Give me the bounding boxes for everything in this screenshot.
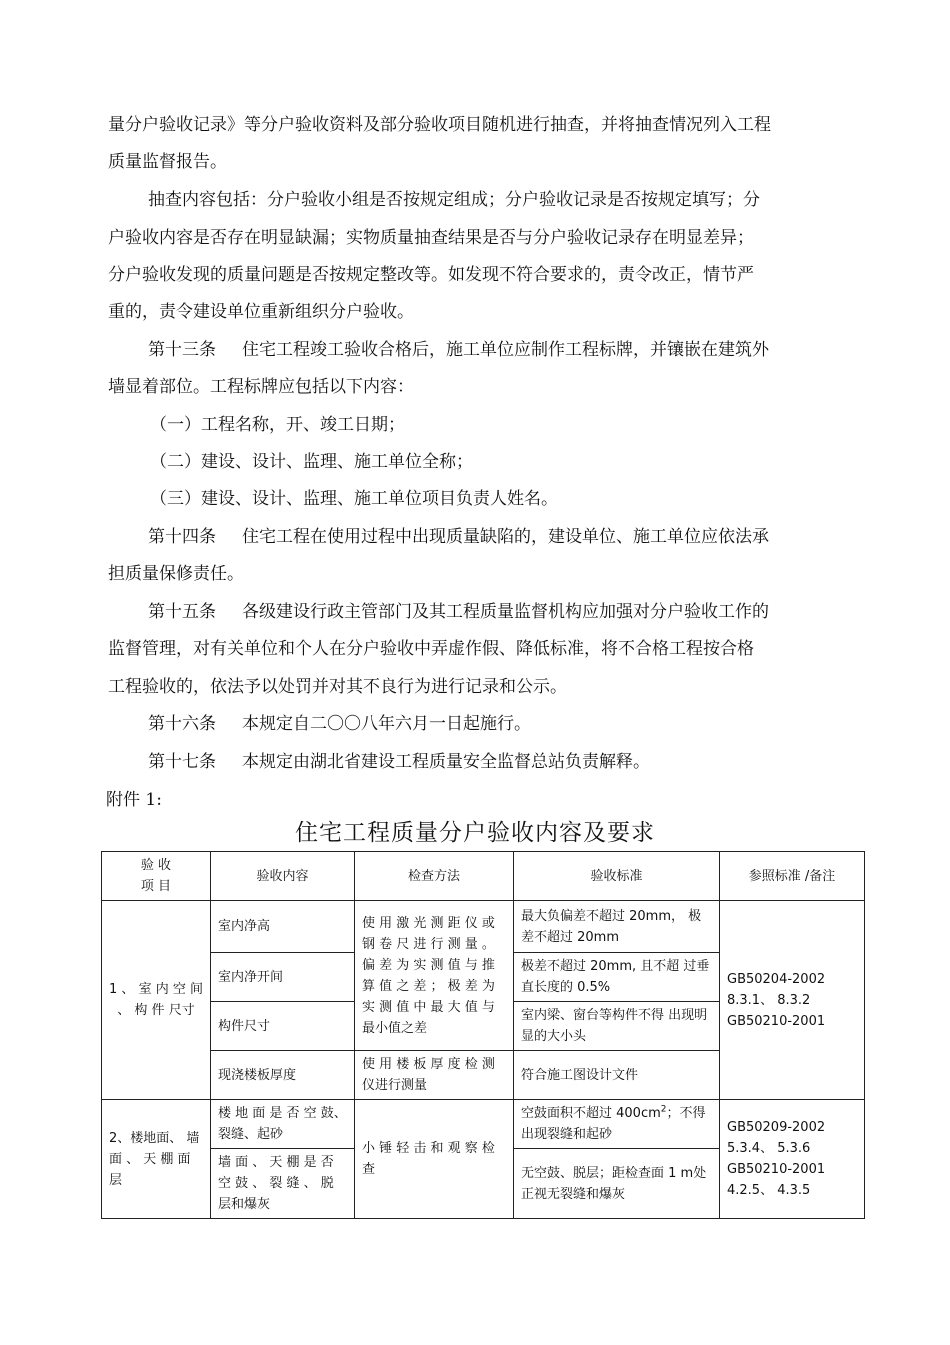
ref-cell: GB50209-2002 5.3.4、 5.3.6 GB50210-2001 4.2.5、 4.3.5 bbox=[720, 1100, 865, 1219]
article-text: 住宅工程在使用过程中出现质量缺陷的，建设单位、施工单位应依法承 bbox=[242, 527, 769, 547]
acceptance-table bbox=[101, 851, 865, 1219]
article-number: 第十四条 bbox=[148, 527, 216, 547]
paragraph-line: 担质量保修责任。 bbox=[108, 564, 244, 584]
header-standard: 验收标准 bbox=[514, 852, 720, 901]
content-cell: 构件尺寸 bbox=[211, 1002, 355, 1051]
table-title: 住宅工程质量分户验收内容及要求 bbox=[295, 820, 655, 846]
standard-text: ；不得出现裂缝和起砂 bbox=[521, 1106, 706, 1142]
method-cell: 小 锤 轻 击 和 观 察 检 查 bbox=[355, 1100, 514, 1219]
paragraph-line: 监督管理，对有关单位和个人在分户验收中弄虚作假、降低标准，将不合格工程按合格 bbox=[108, 639, 754, 659]
content-cell: 室内净开间 bbox=[211, 953, 355, 1002]
superscript: 2 bbox=[660, 1104, 667, 1115]
list-item: （二）建设、设计、监理、施工单位全称； bbox=[150, 452, 473, 472]
standard-cell: 无空鼓、脱层；距检查面 1 m处正视无裂缝和爆灰 bbox=[514, 1149, 720, 1219]
article-text: 住宅工程竣工验收合格后，施工单位应制作工程标牌，并镶嵌在建筑外 bbox=[242, 340, 769, 360]
item-cell: 2、楼地面、 墙 面 、 天 棚 面层 bbox=[102, 1100, 211, 1219]
header-item: 验 收 项 目 bbox=[102, 852, 211, 901]
ref-cell: GB50204-2002 8.3.1、 8.3.2 GB50210-2001 bbox=[720, 901, 865, 1100]
standard-cell: 最大负偏差不超过 20mm， 极差不超过 20mm bbox=[514, 901, 720, 953]
article-text: 本规定由湖北省建设工程质量安全监督总站负责解释。 bbox=[242, 752, 650, 772]
paragraph-line: 抽查内容包括：分户验收小组是否按规定组成；分户验收记录是否按规定填写；分 bbox=[148, 190, 760, 210]
paragraph-line: 工程验收的，依法予以处罚并对其不良行为进行记录和公示。 bbox=[108, 677, 567, 697]
table-row bbox=[102, 901, 865, 953]
paragraph-line: 重的，责令建设单位重新组织分户验收。 bbox=[108, 302, 414, 322]
article-17 bbox=[148, 751, 650, 773]
list-item: （三）建设、设计、监理、施工单位项目负责人姓名。 bbox=[150, 489, 558, 509]
article-13 bbox=[148, 339, 769, 361]
method-cell: 使 用 激 光 测 距 仪 或 钢 卷 尺 进 行 测 量 。 偏 差 为 实 测 值 与 推 算 值 之 差 ； 极 差 为 实 测 值 中 最 大 值 与 最小值之差 bbox=[355, 901, 514, 1051]
item-cell: 1 、 室 内 空 间 、 构 件 尺寸 bbox=[102, 901, 211, 1100]
standard-cell: 极差不超过 20mm, 且不超 过垂直长度的 0.5% bbox=[514, 953, 720, 1002]
header-method: 检查方法 bbox=[355, 852, 514, 901]
article-text: 各级建设行政主管部门及其工程质量监督机构应加强对分户验收工作的 bbox=[242, 602, 769, 622]
article-text: 本规定自二〇〇八年六月一日起施行。 bbox=[242, 714, 531, 734]
article-16 bbox=[148, 713, 531, 735]
article-14 bbox=[148, 526, 769, 548]
content-cell: 现浇楼板厚度 bbox=[211, 1051, 355, 1100]
table-header-row bbox=[102, 852, 865, 901]
standard-text: 空鼓面积不超过 400cm bbox=[521, 1106, 661, 1121]
paragraph-line: 墙显着部位。工程标牌应包括以下内容： bbox=[108, 377, 414, 397]
article-number: 第十三条 bbox=[148, 340, 216, 360]
header-ref: 参照标准 /备注 bbox=[720, 852, 865, 901]
paragraph-line: 户验收内容是否存在明显缺漏；实物质量抽查结果是否与分户验收记录存在明显差异； bbox=[108, 228, 754, 248]
article-number: 第十五条 bbox=[148, 602, 216, 622]
content-cell: 楼 地 面 是 否 空 鼓、裂缝、起砂 bbox=[211, 1100, 355, 1149]
article-number: 第十七条 bbox=[148, 752, 216, 772]
table-row bbox=[102, 1100, 865, 1149]
header-content: 验收内容 bbox=[211, 852, 355, 901]
attachment-label: 附件 1: bbox=[106, 790, 162, 810]
method-cell: 使 用 楼 板 厚 度 检 测 仪进行测量 bbox=[355, 1051, 514, 1100]
paragraph-line: 量分户验收记录》等分户验收资料及部分验收项目随机进行抽查，并将抽查情况列入工程 bbox=[108, 115, 771, 135]
standard-cell: 符合施工图设计文件 bbox=[514, 1051, 720, 1100]
content-cell: 室内净高 bbox=[211, 901, 355, 953]
standard-cell: 室内梁、窗台等构件不得 出现明显的大小头 bbox=[514, 1002, 720, 1051]
content-cell: 墙 面 、 天 棚 是 否 空 鼓 、 裂 缝 、 脱 层和爆灰 bbox=[211, 1149, 355, 1219]
paragraph-line: 分户验收发现的质量问题是否按规定整改等。如发现不符合要求的，责令改正，情节严 bbox=[108, 265, 754, 285]
list-item: （一）工程名称，开、竣工日期； bbox=[150, 415, 405, 435]
standard-cell bbox=[514, 1100, 720, 1149]
paragraph-line: 质量监督报告。 bbox=[108, 152, 227, 172]
article-15 bbox=[148, 601, 769, 623]
article-number: 第十六条 bbox=[148, 714, 216, 734]
